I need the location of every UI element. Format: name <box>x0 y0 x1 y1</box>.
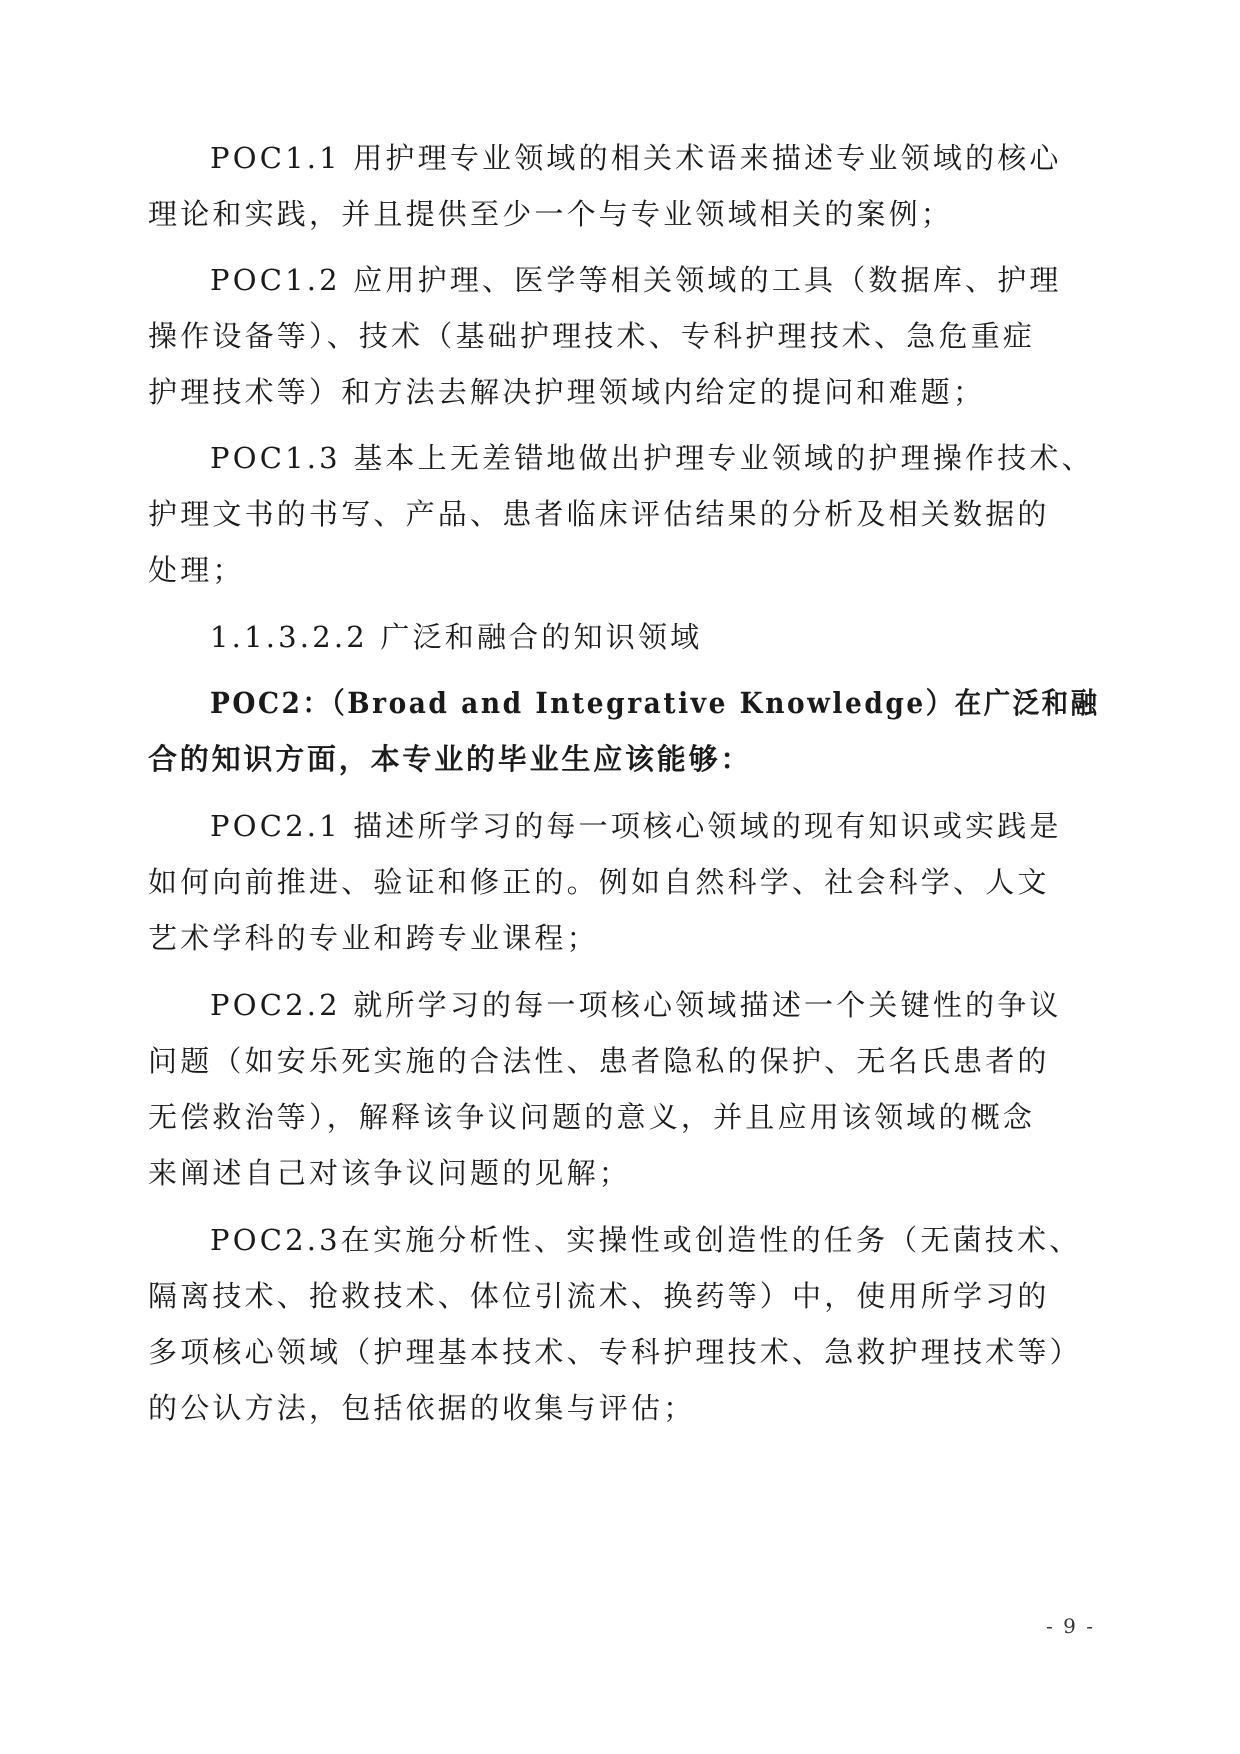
poc1-1-line-1: POC1.1 用护理专业领域的相关术语来描述专业领域的核心 <box>210 141 1062 175</box>
poc1-3-line-3: 处理； <box>148 553 245 587</box>
poc2-1-line-2: 如何向前推进、验证和修正的。例如自然科学、社会科学、人文 <box>148 865 1050 899</box>
poc2-2-line-2: 问题（如安乐死实施的合法性、患者隐私的保护、无名氏患者的 <box>148 1044 1050 1078</box>
page-number: - 9 - <box>1046 1614 1095 1638</box>
poc2-2-line-3: 无偿救治等），解释该争议问题的意义，并且应用该领域的概念 <box>148 1100 1036 1134</box>
poc2-2-line-1: POC2.2 就所学习的每一项核心领域描述一个关键性的争议 <box>210 988 1062 1022</box>
poc2-3-line-1: POC2.3在实施分析性、实操性或创造性的任务（无菌技术、 <box>210 1223 1082 1257</box>
poc2-heading-line-1: POC2：（Broad and Integrative Knowledge）在广泛和融 <box>210 686 1100 720</box>
poc2-1-line-3: 艺术学科的专业和跨专业课程； <box>148 921 599 955</box>
poc1-1-line-2: 理论和实践，并且提供至少一个与专业领域相关的案例； <box>148 197 954 231</box>
section-heading-1-1-3-2-2: 1.1.3.2.2 广泛和融合的知识领域 <box>210 620 703 654</box>
poc2-3-line-2: 隔离技术、抢救技术、体位引流术、换药等）中，使用所学习的 <box>148 1279 1050 1313</box>
poc1-2-line-1: POC1.2 应用护理、医学等相关领域的工具（数据库、护理 <box>210 263 1062 297</box>
poc1-2-line-2: 操作设备等）、技术（基础护理技术、专科护理技术、急危重症 <box>148 319 1036 353</box>
poc1-3-line-1: POC1.3 基本上无差错地做出护理专业领域的护理操作技术、 <box>210 441 1094 475</box>
poc1-2-line-3: 护理技术等）和方法去解决护理领域内给定的提问和难题； <box>148 375 986 409</box>
poc2-3-line-3: 多项核心领域（护理基本技术、专科护理技术、急救护理技术等） <box>148 1335 1082 1369</box>
poc1-3-line-2: 护理文书的书写、产品、患者临床评估结果的分析及相关数据的 <box>148 497 1050 531</box>
poc2-2-line-4: 来阐述自己对该争议问题的见解； <box>148 1156 632 1190</box>
poc2-1-line-1: POC2.1 描述所学习的每一项核心领域的现有知识或实践是 <box>210 809 1062 843</box>
poc2-heading-line-2: 合的知识方面，本专业的毕业生应该能够： <box>148 742 753 776</box>
poc2-3-line-4: 的公认方法，包括依据的收集与评估； <box>148 1391 696 1425</box>
